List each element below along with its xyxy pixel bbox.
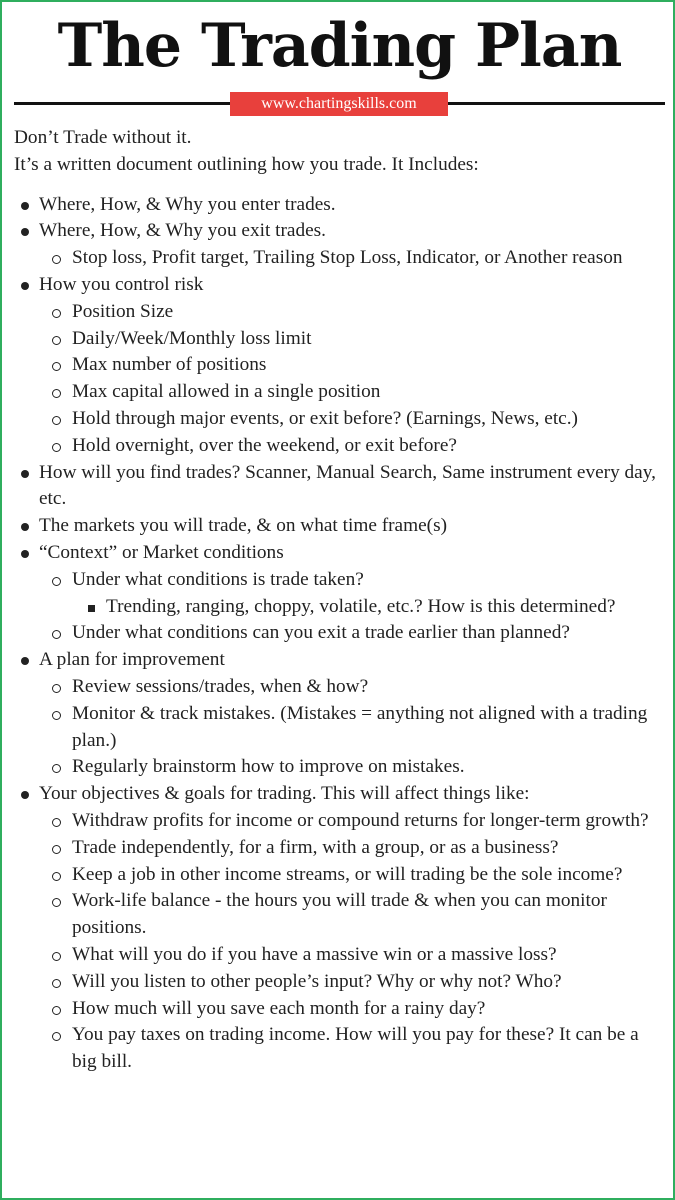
bullet-circle-icon <box>52 416 61 425</box>
list-item-text: The markets you will trade, & on what time frame(s) <box>39 515 447 537</box>
list-item-level-2 <box>14 433 664 460</box>
list-item-text: Hold overnight, over the weekend, or exit before? <box>72 434 457 456</box>
list-item-text: What will you do if you have a massive win or a massive loss? <box>72 943 557 965</box>
list-item-level-2 <box>14 888 664 942</box>
list-item-level-2 <box>14 835 664 862</box>
list-item-level-2 <box>14 754 664 781</box>
list-item-text: Position Size <box>72 300 174 322</box>
plan-checklist <box>14 192 664 1076</box>
bullet-circle-icon <box>52 443 61 452</box>
list-item-level-2 <box>14 701 664 755</box>
bullet-circle-icon <box>52 845 61 854</box>
list-item-level-2 <box>14 969 664 996</box>
list-item-level-2 <box>14 620 664 647</box>
list-item-level-1 <box>14 192 664 219</box>
bullet-circle-icon <box>52 336 61 345</box>
bullet-circle-icon <box>52 764 61 773</box>
list-item-text: Trade independently, for a firm, with a group, or as a business? <box>72 836 559 858</box>
bullet-square-icon <box>88 605 95 612</box>
list-item-text: “Context” or Market conditions <box>39 541 284 563</box>
bullet-disc-icon <box>21 657 29 665</box>
bullet-disc-icon <box>21 282 29 290</box>
list-item-text: Where, How, & Why you exit trades. <box>39 220 326 242</box>
list-item-level-2 <box>14 808 664 835</box>
list-item-level-2 <box>14 862 664 889</box>
bullet-circle-icon <box>52 577 61 586</box>
bullet-circle-icon <box>52 818 61 827</box>
list-item-level-2 <box>14 299 664 326</box>
list-item-level-2 <box>14 996 664 1023</box>
list-item-text: Withdraw profits for income or compound returns for longer-term growth? <box>72 809 649 831</box>
list-item-level-1 <box>14 781 664 808</box>
list-item-level-2 <box>14 406 664 433</box>
list-item-level-1 <box>14 272 664 299</box>
list-item-text: How you control risk <box>39 273 204 295</box>
list-item-level-2 <box>14 379 664 406</box>
list-item-level-2 <box>14 942 664 969</box>
list-item-level-2 <box>14 326 664 353</box>
list-item-text: Hold through major events, or exit before? (Earnings, News, etc.) <box>72 407 578 429</box>
list-item-level-1 <box>14 218 664 245</box>
list-item-level-1 <box>14 460 664 514</box>
bullet-disc-icon <box>21 202 29 210</box>
bullet-circle-icon <box>52 952 61 961</box>
list-item-text: Daily/Week/Monthly loss limit <box>72 327 312 349</box>
intro-line: It’s a written document outlining how you trade. It Includes: <box>14 153 479 175</box>
list-item-level-2 <box>14 245 664 272</box>
list-item-text: A plan for improvement <box>39 649 225 671</box>
list-item-text: Keep a job in other income streams, or will trading be the sole income? <box>72 863 623 885</box>
bullet-circle-icon <box>52 898 61 907</box>
list-item-level-2 <box>14 567 664 594</box>
list-item-text: Where, How, & Why you enter trades. <box>39 193 336 215</box>
list-item-level-1 <box>14 647 664 674</box>
intro-line: Don’t Trade without it. <box>14 127 192 148</box>
bullet-circle-icon <box>52 630 61 639</box>
bullet-circle-icon <box>52 979 61 988</box>
list-item-text: Under what conditions is trade taken? <box>72 568 364 590</box>
list-item-level-1 <box>14 513 664 540</box>
list-item-text: Regularly brainstorm how to improve on mistakes. <box>72 756 465 778</box>
list-item-text: Your objectives & goals for trading. This will affect things like: <box>39 783 530 805</box>
list-item-text: Under what conditions can you exit a trade earlier than planned? <box>72 622 570 644</box>
document-body <box>14 125 664 1076</box>
bullet-disc-icon <box>21 523 29 531</box>
bullet-circle-icon <box>52 389 61 398</box>
list-item-text: Max capital allowed in a single position <box>72 381 381 403</box>
bullet-disc-icon <box>21 791 29 799</box>
bullet-circle-icon <box>52 362 61 371</box>
page-title: The Trading Plan <box>57 11 622 81</box>
list-item-text: How will you find trades? Scanner, Manual Search, Same instrument every day, etc. <box>39 461 656 510</box>
bullet-circle-icon <box>52 1006 61 1015</box>
bullet-circle-icon <box>52 309 61 318</box>
list-item-text: Will you listen to other people’s input? Why or why not? Who? <box>72 970 562 992</box>
list-item-text: Max number of positions <box>72 354 267 376</box>
list-item-text: Monitor & track mistakes. (Mistakes = anything not aligned with a trading plan.) <box>72 702 648 751</box>
list-item-text: Review sessions/trades, when & how? <box>72 675 369 697</box>
list-item-level-2 <box>14 352 664 379</box>
bullet-circle-icon <box>52 255 61 264</box>
bullet-disc-icon <box>21 550 29 558</box>
bullet-circle-icon <box>52 872 61 881</box>
list-item-level-2 <box>14 674 664 701</box>
list-item-text: You pay taxes on trading income. How will you pay for these? It can be a big bill. <box>72 1024 639 1073</box>
bullet-disc-icon <box>21 228 29 236</box>
bullet-circle-icon <box>52 684 61 693</box>
list-item-text: Stop loss, Profit target, Trailing Stop Loss, Indicator, or Another reason <box>72 247 623 269</box>
list-item-level-1 <box>14 540 664 567</box>
bullet-circle-icon <box>52 711 61 720</box>
list-item-level-2 <box>14 1022 664 1076</box>
website-banner: www.chartingskills.com <box>230 92 448 116</box>
bullet-circle-icon <box>52 1032 61 1041</box>
list-item-level-3 <box>14 594 664 621</box>
list-item-text: How much will you save each month for a rainy day? <box>72 997 486 1019</box>
list-item-text: Work-life balance - the hours you will trade & when you can monitor positions. <box>72 890 607 939</box>
bullet-disc-icon <box>21 470 29 478</box>
list-item-text: Trending, ranging, choppy, volatile, etc.? How is this determined? <box>106 595 616 617</box>
